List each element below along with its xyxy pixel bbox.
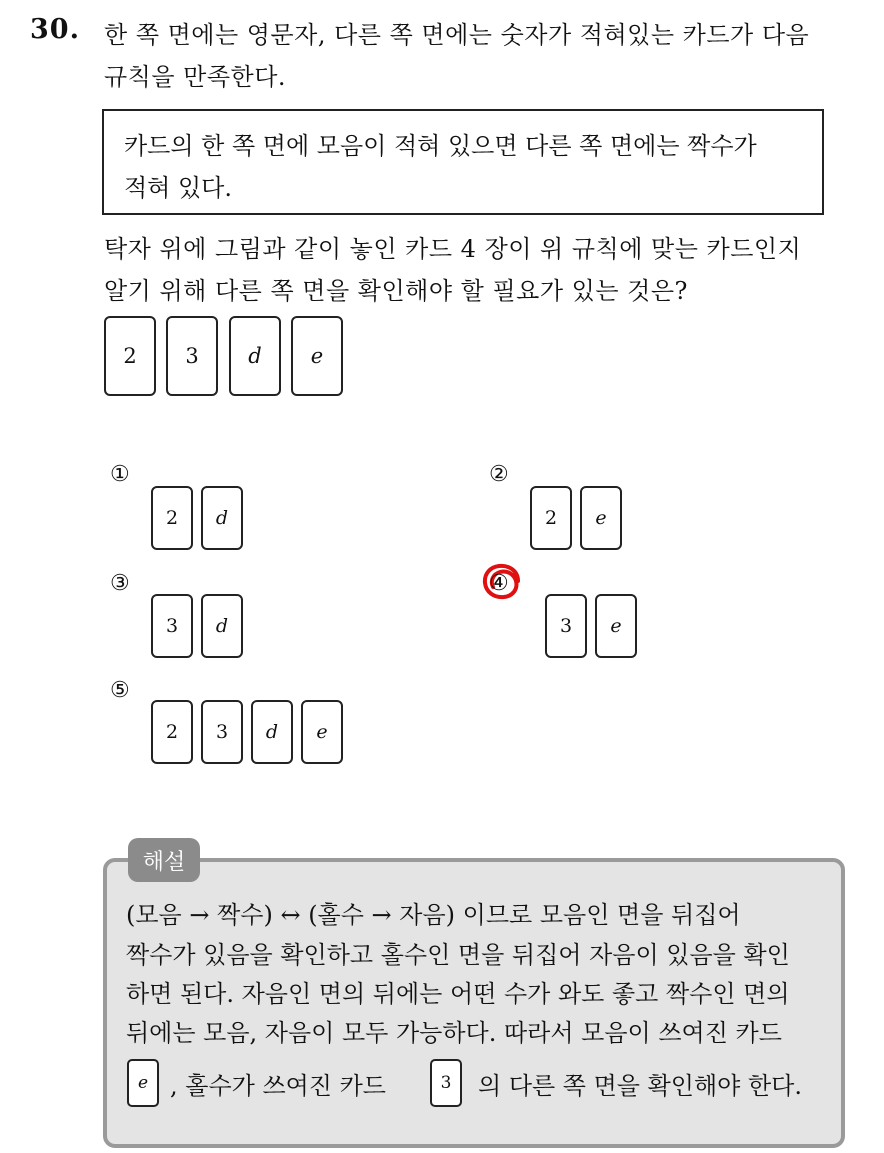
- card-value: e: [595, 507, 607, 529]
- table-card: [166, 316, 218, 396]
- option-card: [530, 486, 572, 550]
- explanation-line: 뒤에는 모음, 자음이 모두 가능하다. 따라서 모음이 쓰여진 카드: [126, 1019, 782, 1047]
- option-card: [151, 594, 193, 658]
- rule-line: 카드의 한 쪽 면에 모음이 적혀 있으면 다른 쪽 면에는 짝수가: [124, 132, 757, 160]
- card-value: d: [215, 615, 229, 637]
- option-card: [201, 594, 243, 658]
- question-number: 30.: [30, 14, 80, 45]
- ask-line: 알기 위해 다른 쪽 면을 확인해야 할 필요가 있는 것은?: [104, 277, 688, 305]
- card-value: d: [215, 507, 229, 529]
- card-value: e: [610, 615, 622, 637]
- inline-card-e: [127, 1059, 159, 1107]
- explanation-line: 하면 된다. 자음인 면의 뒤에는 어떤 수가 와도 좋고 짝수인 면의: [126, 980, 790, 1008]
- card-value: 2: [123, 344, 137, 368]
- card-value: 3: [559, 615, 573, 637]
- option-card: [151, 486, 193, 550]
- option-card: [201, 700, 243, 764]
- question-ask: [104, 228, 864, 312]
- rule-line: 적혀 있다.: [124, 174, 232, 202]
- rule-box: [102, 109, 824, 215]
- rule-text: [124, 125, 814, 209]
- option-card: [301, 700, 343, 764]
- option-2-mark[interactable]: ②: [489, 462, 509, 487]
- card-value: e: [310, 344, 324, 368]
- explanation-mid: , 홀수가 쓰여진 카드: [170, 1072, 386, 1100]
- explanation-end: 의 다른 쪽 면을 확인해야 한다.: [478, 1072, 802, 1100]
- option-card: [595, 594, 637, 658]
- option-4-mark[interactable]: ④: [489, 571, 509, 596]
- option-card: [580, 486, 622, 550]
- option-card: [545, 594, 587, 658]
- option-card: [151, 700, 193, 764]
- option-3-mark[interactable]: ③: [110, 571, 130, 596]
- table-card: [104, 316, 156, 396]
- option-card: [251, 700, 293, 764]
- card-value: e: [316, 721, 328, 743]
- card-value: 2: [544, 507, 558, 529]
- card-value: 3: [440, 1073, 452, 1093]
- question-stem: [104, 14, 864, 98]
- option-card: [201, 486, 243, 550]
- card-value: 3: [165, 615, 179, 637]
- stem-line: 규칙을 만족한다.: [104, 63, 287, 91]
- card-value: d: [265, 721, 279, 743]
- card-value: 3: [185, 344, 199, 368]
- inline-card-3: [430, 1059, 462, 1107]
- option-1-mark[interactable]: ①: [110, 462, 130, 487]
- card-value: e: [137, 1073, 149, 1093]
- card-value: d: [248, 344, 262, 368]
- explanation-line: 짝수가 있음을 확인하고 홀수인 면을 뒤집어 자음이 있음을 확인: [126, 941, 790, 969]
- card-value: 2: [165, 507, 179, 529]
- option-5-mark[interactable]: ⑤: [110, 678, 130, 703]
- explanation-tag: 해설: [128, 838, 200, 882]
- table-card: [229, 316, 281, 396]
- card-value: 3: [215, 721, 229, 743]
- card-value: 2: [165, 721, 179, 743]
- stem-line: 한 쪽 면에는 영문자, 다른 쪽 면에는 숫자가 적혀있는 카드가 다음: [104, 21, 810, 49]
- table-card: [291, 316, 343, 396]
- ask-line: 탁자 위에 그림과 같이 놓인 카드 4 장이 위 규칙에 맞는 카드인지: [104, 235, 802, 263]
- explanation-line: (모음 → 짝수) ↔ (홀수 → 자음) 이므로 모음인 면을 뒤집어: [126, 901, 741, 929]
